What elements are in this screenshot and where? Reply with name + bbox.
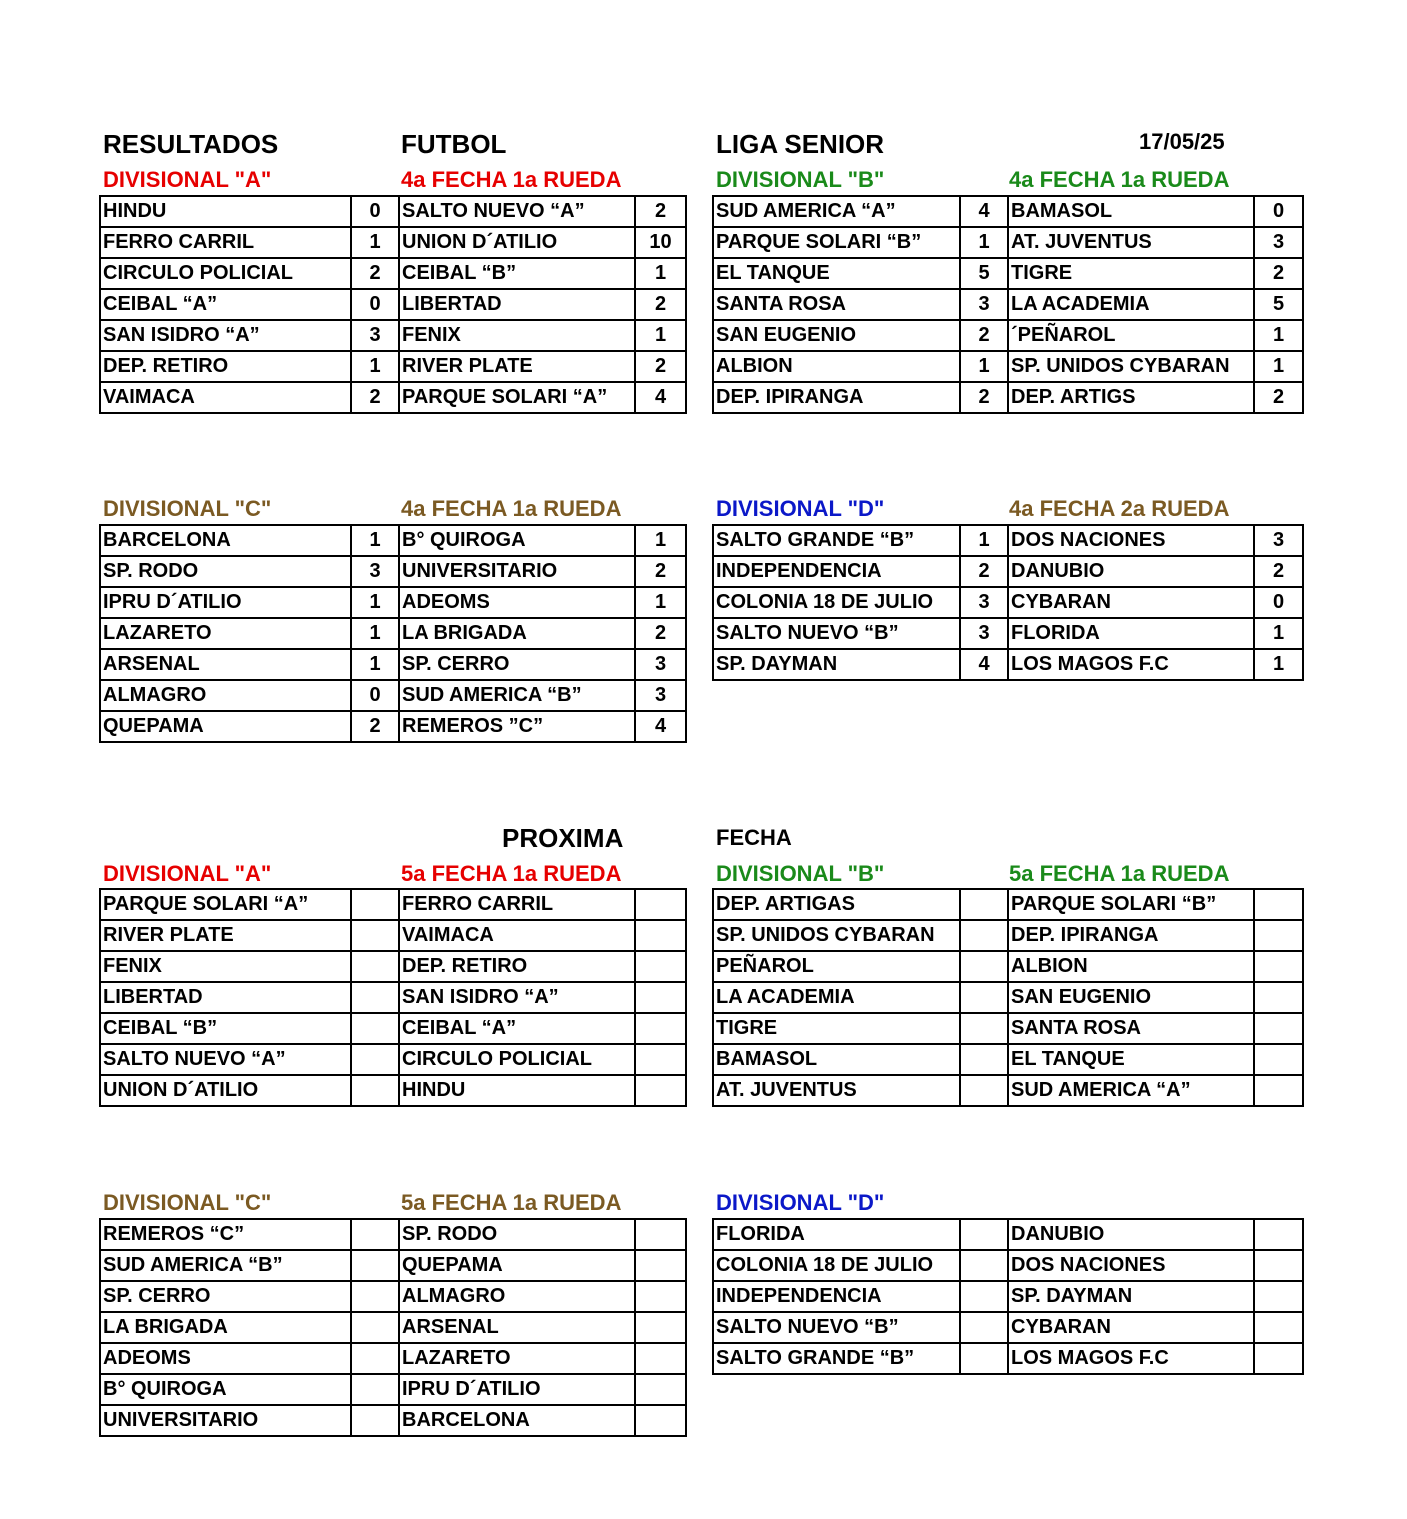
- away-score: 3: [1254, 525, 1303, 556]
- res-div-d-title: DIVISIONAL "D": [716, 496, 885, 521]
- home-team: DEP. IPIRANGA: [713, 382, 960, 413]
- home-score: 3: [351, 556, 399, 587]
- away-score: 5: [1254, 289, 1303, 320]
- away-team: BAMASOL: [1008, 196, 1254, 227]
- home-team: CEIBAL “B”: [100, 1013, 351, 1044]
- away-score: 1: [635, 258, 686, 289]
- home-score: [960, 1013, 1008, 1044]
- home-score: 3: [960, 618, 1008, 649]
- home-team: ADEOMS: [100, 1343, 351, 1374]
- away-team: BARCELONA: [399, 1405, 635, 1436]
- home-score: 0: [351, 680, 399, 711]
- home-score: [351, 1250, 399, 1281]
- away-score: [635, 951, 686, 982]
- away-team: SP. UNIDOS CYBARAN: [1008, 351, 1254, 382]
- home-team: TIGRE: [713, 1013, 960, 1044]
- match-row: [713, 1250, 1303, 1281]
- away-team: SP. RODO: [399, 1219, 635, 1250]
- away-team: ´PEÑAROL: [1008, 320, 1254, 351]
- home-team: LA BRIGADA: [100, 1312, 351, 1343]
- away-team: CYBARAN: [1008, 587, 1254, 618]
- away-team: DANUBIO: [1008, 556, 1254, 587]
- next-div-b-title: DIVISIONAL "B": [716, 861, 885, 886]
- next-div-c-table: [99, 1218, 687, 1437]
- match-row: [713, 920, 1303, 951]
- match-row: [100, 649, 686, 680]
- home-team: FLORIDA: [713, 1219, 960, 1250]
- home-team: COLONIA 18 DE JULIO: [713, 1250, 960, 1281]
- match-row: [713, 196, 1303, 227]
- match-row: [713, 320, 1303, 351]
- home-team: SALTO GRANDE “B”: [713, 1343, 960, 1374]
- home-score: 0: [351, 196, 399, 227]
- away-score: 2: [635, 556, 686, 587]
- next-div-a-title: DIVISIONAL "A": [103, 861, 272, 886]
- home-score: 3: [351, 320, 399, 351]
- match-row: [100, 227, 686, 258]
- away-score: 3: [635, 649, 686, 680]
- away-score: [635, 1405, 686, 1436]
- home-score: [351, 1374, 399, 1405]
- away-team: SAN ISIDRO “A”: [399, 982, 635, 1013]
- home-team: BARCELONA: [100, 525, 351, 556]
- away-score: 1: [635, 525, 686, 556]
- away-score: [635, 1312, 686, 1343]
- away-team: SUD AMERICA “A”: [1008, 1075, 1254, 1106]
- home-score: [960, 1219, 1008, 1250]
- home-team: SP. DAYMAN: [713, 649, 960, 680]
- away-score: 1: [1254, 618, 1303, 649]
- res-div-d-round: 4a FECHA 2a RUEDA: [1009, 496, 1230, 521]
- home-score: 2: [960, 382, 1008, 413]
- away-team: LA BRIGADA: [399, 618, 635, 649]
- away-team: LOS MAGOS F.C: [1008, 649, 1254, 680]
- home-team: PARQUE SOLARI “A”: [100, 889, 351, 920]
- away-score: [1254, 982, 1303, 1013]
- home-team: RIVER PLATE: [100, 920, 351, 951]
- header-proxima: PROXIMA: [502, 823, 624, 853]
- away-score: [635, 1044, 686, 1075]
- away-team: CEIBAL “A”: [399, 1013, 635, 1044]
- away-team: SUD AMERICA “B”: [399, 680, 635, 711]
- away-team: ARSENAL: [399, 1312, 635, 1343]
- home-score: 3: [960, 587, 1008, 618]
- away-score: [635, 920, 686, 951]
- match-row: [100, 1044, 686, 1075]
- away-score: 2: [635, 618, 686, 649]
- header-fecha: FECHA: [716, 825, 792, 850]
- away-score: [635, 889, 686, 920]
- away-score: 2: [635, 351, 686, 382]
- res-div-a-table: [99, 195, 687, 414]
- away-team: B° QUIROGA: [399, 525, 635, 556]
- away-score: 1: [1254, 649, 1303, 680]
- away-team: UNIVERSITARIO: [399, 556, 635, 587]
- match-row: [713, 1075, 1303, 1106]
- away-team: IPRU D´ATILIO: [399, 1374, 635, 1405]
- home-team: SUD AMERICA “B”: [100, 1250, 351, 1281]
- home-score: 1: [351, 351, 399, 382]
- home-score: [351, 1075, 399, 1106]
- match-row: [100, 1281, 686, 1312]
- match-row: [100, 320, 686, 351]
- next-div-a-table: [99, 888, 687, 1107]
- away-team: DOS NACIONES: [1008, 525, 1254, 556]
- match-row: [713, 1343, 1303, 1374]
- home-score: 2: [960, 556, 1008, 587]
- away-score: 1: [635, 320, 686, 351]
- away-score: [635, 1281, 686, 1312]
- away-team: PARQUE SOLARI “B”: [1008, 889, 1254, 920]
- home-score: 1: [960, 351, 1008, 382]
- match-row: [100, 1374, 686, 1405]
- home-score: [960, 1312, 1008, 1343]
- home-score: 1: [351, 227, 399, 258]
- away-team: SP. CERRO: [399, 649, 635, 680]
- home-team: SALTO NUEVO “A”: [100, 1044, 351, 1075]
- match-row: [713, 618, 1303, 649]
- home-team: SUD AMERICA “A”: [713, 196, 960, 227]
- home-team: SP. CERRO: [100, 1281, 351, 1312]
- home-score: 3: [960, 289, 1008, 320]
- away-team: DEP. ARTIGS: [1008, 382, 1254, 413]
- home-score: [351, 920, 399, 951]
- away-team: SALTO NUEVO “A”: [399, 196, 635, 227]
- away-score: 1: [1254, 351, 1303, 382]
- away-score: 2: [635, 289, 686, 320]
- res-div-b-title: DIVISIONAL "B": [716, 167, 885, 192]
- match-row: [100, 351, 686, 382]
- away-team: SP. DAYMAN: [1008, 1281, 1254, 1312]
- match-row: [713, 382, 1303, 413]
- away-score: [1254, 1250, 1303, 1281]
- home-score: [351, 1013, 399, 1044]
- away-team: UNION D´ATILIO: [399, 227, 635, 258]
- home-score: [351, 982, 399, 1013]
- home-team: LAZARETO: [100, 618, 351, 649]
- home-score: [960, 1250, 1008, 1281]
- away-score: [635, 1219, 686, 1250]
- header-liga: LIGA SENIOR: [716, 129, 885, 159]
- home-score: 1: [960, 525, 1008, 556]
- home-team: LA ACADEMIA: [713, 982, 960, 1013]
- away-team: SANTA ROSA: [1008, 1013, 1254, 1044]
- home-score: 2: [351, 258, 399, 289]
- away-team: QUEPAMA: [399, 1250, 635, 1281]
- res-div-d-table: [712, 524, 1304, 681]
- home-team: SALTO NUEVO “B”: [713, 1312, 960, 1343]
- match-row: [713, 1312, 1303, 1343]
- match-row: [713, 227, 1303, 258]
- home-score: 1: [351, 587, 399, 618]
- home-team: BAMASOL: [713, 1044, 960, 1075]
- home-team: COLONIA 18 DE JULIO: [713, 587, 960, 618]
- res-div-c-title: DIVISIONAL "C": [103, 496, 272, 521]
- next-div-b-table: [712, 888, 1304, 1107]
- home-score: [351, 1281, 399, 1312]
- away-team: DEP. RETIRO: [399, 951, 635, 982]
- home-score: 1: [351, 525, 399, 556]
- away-score: [635, 1075, 686, 1106]
- away-team: ALMAGRO: [399, 1281, 635, 1312]
- match-row: [713, 1219, 1303, 1250]
- match-row: [713, 1013, 1303, 1044]
- match-row: [100, 1219, 686, 1250]
- home-score: [960, 1343, 1008, 1374]
- res-div-b-round: 4a FECHA 1a RUEDA: [1009, 167, 1230, 192]
- away-team: CIRCULO POLICIAL: [399, 1044, 635, 1075]
- away-score: [1254, 951, 1303, 982]
- res-div-a-title: DIVISIONAL "A": [103, 167, 272, 192]
- match-row: [713, 951, 1303, 982]
- match-row: [713, 525, 1303, 556]
- match-row: [713, 289, 1303, 320]
- match-row: [100, 525, 686, 556]
- home-score: [960, 951, 1008, 982]
- home-team: DEP. RETIRO: [100, 351, 351, 382]
- match-row: [100, 587, 686, 618]
- res-div-b-table: [712, 195, 1304, 414]
- home-score: 5: [960, 258, 1008, 289]
- home-team: B° QUIROGA: [100, 1374, 351, 1405]
- home-score: [351, 889, 399, 920]
- res-div-c-table: [99, 524, 687, 743]
- home-score: 1: [960, 227, 1008, 258]
- away-score: [635, 1343, 686, 1374]
- match-row: [713, 556, 1303, 587]
- away-team: AT. JUVENTUS: [1008, 227, 1254, 258]
- away-score: [635, 1374, 686, 1405]
- home-team: SP. UNIDOS CYBARAN: [713, 920, 960, 951]
- match-row: [100, 920, 686, 951]
- home-score: [960, 920, 1008, 951]
- away-score: 10: [635, 227, 686, 258]
- away-team: DOS NACIONES: [1008, 1250, 1254, 1281]
- home-score: 2: [351, 382, 399, 413]
- away-score: 2: [1254, 382, 1303, 413]
- home-team: SAN EUGENIO: [713, 320, 960, 351]
- match-row: [100, 982, 686, 1013]
- match-row: [713, 889, 1303, 920]
- match-row: [713, 1281, 1303, 1312]
- home-score: [351, 1312, 399, 1343]
- away-score: [1254, 1013, 1303, 1044]
- match-row: [100, 1250, 686, 1281]
- home-team: SANTA ROSA: [713, 289, 960, 320]
- home-team: ARSENAL: [100, 649, 351, 680]
- home-team: INDEPENDENCIA: [713, 556, 960, 587]
- home-team: IPRU D´ATILIO: [100, 587, 351, 618]
- away-team: CYBARAN: [1008, 1312, 1254, 1343]
- home-team: UNION D´ATILIO: [100, 1075, 351, 1106]
- away-score: 2: [1254, 258, 1303, 289]
- next-div-d-title: DIVISIONAL "D": [716, 1190, 885, 1215]
- home-team: SP. RODO: [100, 556, 351, 587]
- match-row: [713, 258, 1303, 289]
- home-team: INDEPENDENCIA: [713, 1281, 960, 1312]
- away-team: PARQUE SOLARI “A”: [399, 382, 635, 413]
- away-score: [1254, 1343, 1303, 1374]
- home-score: [351, 1044, 399, 1075]
- away-team: EL TANQUE: [1008, 1044, 1254, 1075]
- away-team: RIVER PLATE: [399, 351, 635, 382]
- match-row: [100, 618, 686, 649]
- match-row: [100, 196, 686, 227]
- away-score: [635, 982, 686, 1013]
- away-team: DANUBIO: [1008, 1219, 1254, 1250]
- away-team: VAIMACA: [399, 920, 635, 951]
- away-score: [1254, 1219, 1303, 1250]
- away-team: HINDU: [399, 1075, 635, 1106]
- away-score: 2: [1254, 556, 1303, 587]
- home-score: 4: [960, 649, 1008, 680]
- match-row: [100, 556, 686, 587]
- away-score: 0: [1254, 196, 1303, 227]
- home-score: [351, 951, 399, 982]
- home-team: SALTO NUEVO “B”: [713, 618, 960, 649]
- home-team: PEÑAROL: [713, 951, 960, 982]
- match-row: [100, 258, 686, 289]
- home-score: 4: [960, 196, 1008, 227]
- away-team: LAZARETO: [399, 1343, 635, 1374]
- away-team: SAN EUGENIO: [1008, 982, 1254, 1013]
- away-team: LIBERTAD: [399, 289, 635, 320]
- match-row: [100, 1013, 686, 1044]
- home-team: ALBION: [713, 351, 960, 382]
- home-score: [351, 1405, 399, 1436]
- away-score: 1: [1254, 320, 1303, 351]
- away-score: [1254, 1312, 1303, 1343]
- home-team: ALMAGRO: [100, 680, 351, 711]
- next-div-c-round: 5a FECHA 1a RUEDA: [401, 1190, 622, 1215]
- away-team: FERRO CARRIL: [399, 889, 635, 920]
- home-score: 2: [351, 711, 399, 742]
- away-score: 1: [635, 587, 686, 618]
- next-div-d-table: [712, 1218, 1304, 1375]
- match-row: [713, 982, 1303, 1013]
- res-div-c-round: 4a FECHA 1a RUEDA: [401, 496, 622, 521]
- home-score: [960, 982, 1008, 1013]
- home-score: [960, 889, 1008, 920]
- header-resultados: RESULTADOS: [103, 129, 279, 159]
- match-row: [100, 680, 686, 711]
- match-row: [100, 1075, 686, 1106]
- away-team: LOS MAGOS F.C: [1008, 1343, 1254, 1374]
- away-score: 0: [1254, 587, 1303, 618]
- home-team: SALTO GRANDE “B”: [713, 525, 960, 556]
- away-score: 2: [635, 196, 686, 227]
- home-score: [351, 1343, 399, 1374]
- away-team: ADEOMS: [399, 587, 635, 618]
- away-score: 4: [635, 711, 686, 742]
- away-score: [1254, 1044, 1303, 1075]
- away-team: FLORIDA: [1008, 618, 1254, 649]
- home-score: [351, 1219, 399, 1250]
- home-score: 0: [351, 289, 399, 320]
- home-team: AT. JUVENTUS: [713, 1075, 960, 1106]
- home-team: CEIBAL “A”: [100, 289, 351, 320]
- home-team: HINDU: [100, 196, 351, 227]
- away-team: TIGRE: [1008, 258, 1254, 289]
- away-score: 4: [635, 382, 686, 413]
- home-score: 1: [351, 649, 399, 680]
- home-team: SAN ISIDRO “A”: [100, 320, 351, 351]
- home-team: REMEROS “C”: [100, 1219, 351, 1250]
- match-row: [100, 289, 686, 320]
- match-row: [100, 382, 686, 413]
- match-row: [100, 1343, 686, 1374]
- next-div-b-round: 5a FECHA 1a RUEDA: [1009, 861, 1230, 886]
- away-score: [1254, 1075, 1303, 1106]
- match-row: [100, 951, 686, 982]
- away-team: DEP. IPIRANGA: [1008, 920, 1254, 951]
- home-score: 2: [960, 320, 1008, 351]
- home-score: [960, 1044, 1008, 1075]
- away-score: [1254, 1281, 1303, 1312]
- header-futbol: FUTBOL: [401, 129, 507, 159]
- home-team: EL TANQUE: [713, 258, 960, 289]
- header-date: 17/05/25: [1139, 129, 1225, 154]
- match-row: [100, 1405, 686, 1436]
- match-row: [100, 711, 686, 742]
- home-team: VAIMACA: [100, 382, 351, 413]
- away-score: [1254, 920, 1303, 951]
- home-team: PARQUE SOLARI “B”: [713, 227, 960, 258]
- home-score: 1: [351, 618, 399, 649]
- away-team: REMEROS ”C”: [399, 711, 635, 742]
- away-score: 3: [1254, 227, 1303, 258]
- home-team: FERRO CARRIL: [100, 227, 351, 258]
- home-team: QUEPAMA: [100, 711, 351, 742]
- match-row: [713, 587, 1303, 618]
- match-row: [100, 889, 686, 920]
- away-team: FENIX: [399, 320, 635, 351]
- away-score: [635, 1250, 686, 1281]
- away-score: [635, 1013, 686, 1044]
- home-team: FENIX: [100, 951, 351, 982]
- home-team: LIBERTAD: [100, 982, 351, 1013]
- match-row: [100, 1312, 686, 1343]
- away-team: LA ACADEMIA: [1008, 289, 1254, 320]
- next-div-a-round: 5a FECHA 1a RUEDA: [401, 861, 622, 886]
- res-div-a-round: 4a FECHA 1a RUEDA: [401, 167, 622, 192]
- home-team: UNIVERSITARIO: [100, 1405, 351, 1436]
- next-div-c-title: DIVISIONAL "C": [103, 1190, 272, 1215]
- match-row: [713, 649, 1303, 680]
- away-team: ALBION: [1008, 951, 1254, 982]
- match-row: [713, 351, 1303, 382]
- away-team: CEIBAL “B”: [399, 258, 635, 289]
- home-score: [960, 1281, 1008, 1312]
- match-row: [713, 1044, 1303, 1075]
- away-score: 3: [635, 680, 686, 711]
- home-team: DEP. ARTIGAS: [713, 889, 960, 920]
- home-score: [960, 1075, 1008, 1106]
- away-score: [1254, 889, 1303, 920]
- home-team: CIRCULO POLICIAL: [100, 258, 351, 289]
